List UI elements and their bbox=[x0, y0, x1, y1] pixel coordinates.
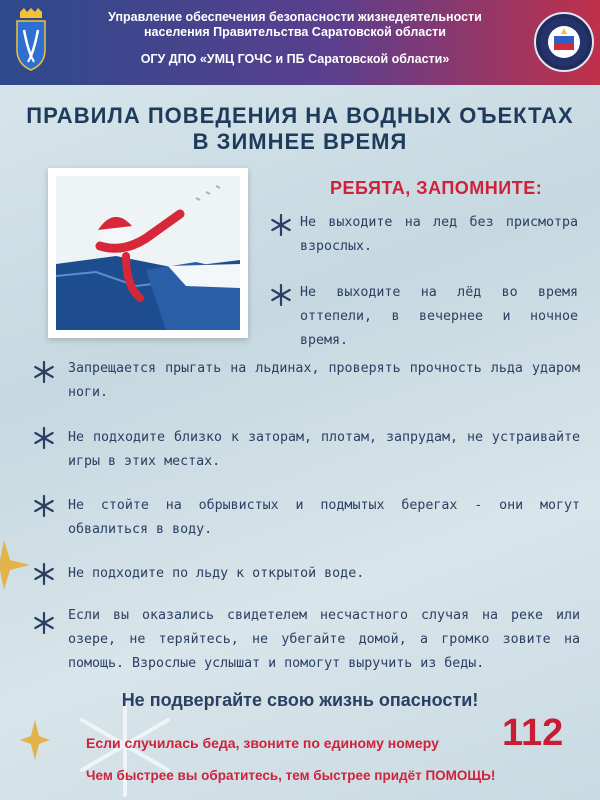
header-line-1: Управление обеспечения безопасности жизнедеятельности bbox=[108, 10, 482, 24]
warning-text: Не подвергайте свою жизнь опасности! bbox=[121, 690, 479, 710]
training-center-emblem-icon bbox=[534, 12, 594, 72]
snowflake-bullet-icon bbox=[33, 612, 55, 634]
gold-star-icon bbox=[20, 720, 50, 760]
rule-item-1: Не выходите на лед без присмотра взрослых. bbox=[300, 215, 578, 254]
rule-item-6: Не подходите по льду к открытой воде. bbox=[68, 566, 365, 581]
rule-item-2: Не выходите на лёд во время оттепели, в вечернее и ночное время. bbox=[300, 285, 578, 348]
header-line-3: ОГУ ДПО «УМЦ ГОЧС и ПБ Саратовской области» bbox=[140, 52, 450, 66]
page-title-line-2: В ЗИМНЕЕ ВРЕМЯ bbox=[192, 129, 408, 154]
call-urgency: Чем быстрее вы обратитесь, тем быстрее придёт ПОМОЩЬ! bbox=[86, 768, 496, 783]
snowflake-bullet-icon bbox=[33, 361, 55, 383]
snowflake-bullet-icon bbox=[33, 427, 55, 449]
illustration-child-on-ice bbox=[48, 168, 248, 338]
rule-item-5: Не стойте на обрывистых и подмытых берегах - они могут обвалиться в воду. bbox=[68, 498, 580, 537]
gold-star-icon bbox=[0, 540, 40, 590]
snowflake-bullet-icon bbox=[270, 214, 292, 236]
snowflake-bullet-icon bbox=[270, 284, 292, 306]
header-banner bbox=[0, 0, 600, 85]
emergency-number: 112 bbox=[502, 712, 564, 754]
snowflake-bullet-icon bbox=[33, 495, 55, 517]
rule-item-7: Если вы оказались свидетелем несчастного случая на реке или озере, не теряйтесь, не убегайте домой, а громко зовите на помощь. Взрослые услышат и помогут выручить из беды. bbox=[68, 608, 580, 671]
remember-heading: РЕБЯТА, ЗАПОМНИТЕ: bbox=[330, 178, 543, 198]
rule-item-3: Запрещается прыгать на льдинах, проверять прочность льда ударом ноги. bbox=[68, 361, 580, 400]
saratov-coat-of-arms-icon bbox=[14, 8, 48, 72]
header-line-2: населения Правительства Саратовской области bbox=[143, 25, 446, 39]
call-instruction: Если случилась беда, звоните по единому номеру bbox=[86, 735, 439, 751]
page-title-line-1: ПРАВИЛА ПОВЕДЕНИЯ НА ВОДНЫХ ОЪЕКТАХ bbox=[26, 103, 574, 128]
rule-item-4: Не подходите близко к заторам, плотам, запрудам, не устраивайте игры в этих местах. bbox=[68, 430, 580, 469]
